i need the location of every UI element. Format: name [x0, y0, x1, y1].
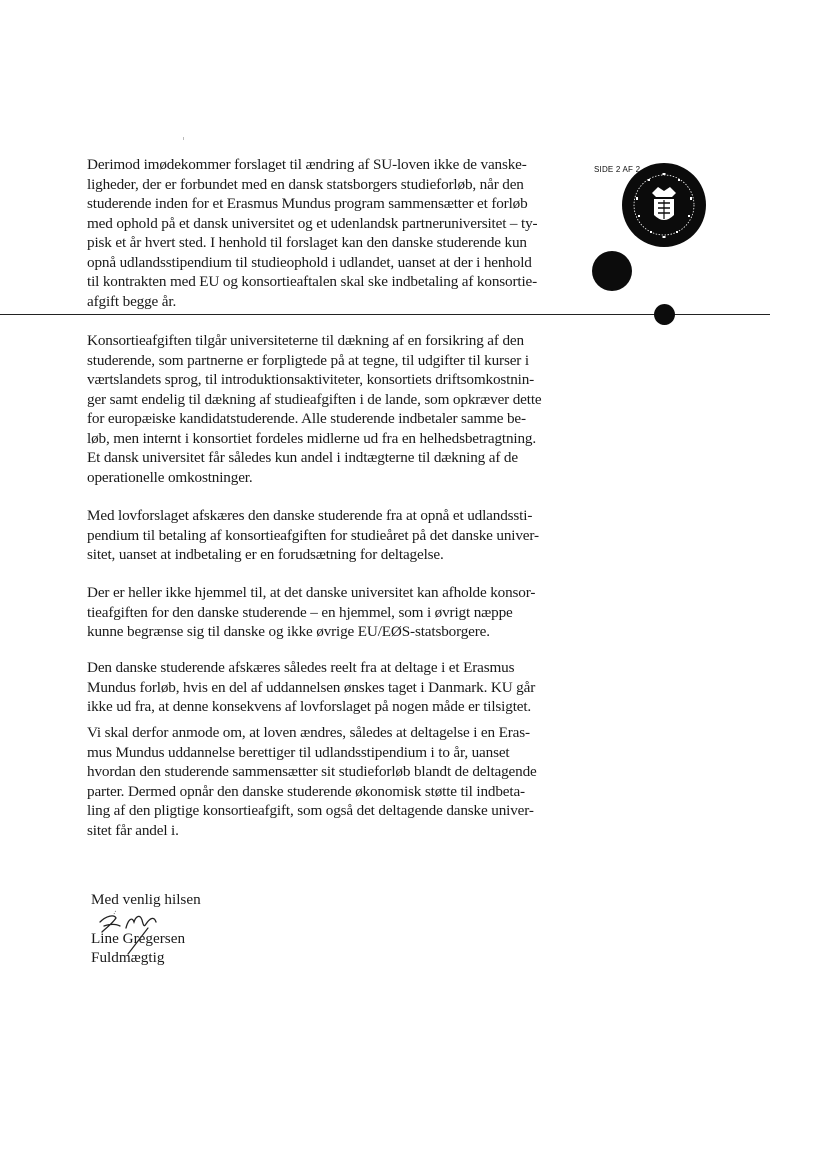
text-line: ling af den pligtige konsortieafgift, som også det deltagende danske univer-	[87, 802, 534, 819]
paragraph-consequence	[87, 658, 535, 717]
text-line: Der er heller ikke hjemmel til, at det danske universitet kan afholde konsor-	[87, 584, 536, 601]
text-line: Et dansk universitet får således kun andel i indtægterne til dækning af de	[87, 449, 518, 466]
text-line: Med lovforslaget afskæres den danske studerende fra at opnå et udlandssti-	[87, 507, 533, 524]
text-line: Konsortieafgiften tilgår universiteterne til dækning af en forsikring af den	[87, 332, 524, 349]
text-line: pisk et år hvert sted. I henhold til forslaget kan den danske studerende kun	[87, 234, 527, 251]
text-line: Derimod imødekommer forslaget til ændring af SU-loven ikke de vanske-	[87, 156, 527, 173]
text-line: afgift begge år.	[87, 292, 177, 310]
text-line: operationelle omkostninger.	[87, 468, 253, 486]
text-line: værtslandets sprog, til introduktionsaktiviteter, konsortiets driftsomkostnin-	[87, 371, 535, 388]
text-line: pendium til betaling af konsortieafgiften for studieåret på det danske univer-	[87, 526, 539, 544]
text-line: Mundus forløb, hvis en del af uddannelsen ønskes taget i Danmark. KU går	[87, 678, 536, 696]
paragraph-no-authority	[87, 583, 535, 642]
text-line: til kontrakten med EU og konsortieaftalen skal ske indbetaling af konsortie-	[87, 273, 538, 290]
paragraph-consortium-fee	[87, 331, 542, 487]
text-line: ikke ud fra, at denne konsekvens af lovforslaget på nogen måde er tilsigtet.	[87, 698, 532, 715]
paragraph-request	[87, 723, 537, 840]
text-line: kunne begrænse sig til danske og ikke øvrige EU/EØS-statsborgere.	[87, 623, 490, 640]
university-seal-icon	[622, 163, 706, 247]
text-line: mus Mundus uddannelse berettiger til udlandsstipendium i to år, uanset	[87, 743, 510, 761]
handwritten-signature-icon	[92, 902, 202, 962]
text-line: med ophold på et dansk universitet og et udenlandsk partneruniversitet – ty-	[87, 214, 538, 232]
text-line: tieafgiften for den danske studerende – en hjemmel, som i øvrigt næppe	[87, 603, 513, 621]
signer-name: Line Gregersen	[91, 930, 186, 947]
signer-title: Fuldmægtig	[91, 949, 165, 966]
page-indicator: SIDE 2 AF 2	[594, 165, 641, 174]
fold-marker-dot	[654, 304, 675, 325]
paragraph-bill-effect	[87, 506, 539, 565]
text-line: studerende, som partnerne er forpligtede på at tegne, til udgifter til kurser i	[87, 351, 529, 369]
text-line: opnå udlandsstipendium til studieophold i udlandet, uanset at der i henhold	[87, 253, 532, 271]
text-line: sitet, uanset at indbetaling er en forudsætning for deltagelse.	[87, 546, 444, 563]
closing-greeting: Med venlig hilsen	[91, 891, 201, 908]
page-marker-dot	[592, 251, 632, 291]
text-line: hvordan den studerende sammensætter sit studieforløb blandt de deltagende	[87, 763, 537, 780]
text-line: for europæiske kandidatstuderende. Alle studerende indbetaler samme be-	[87, 410, 526, 427]
text-line: ger samt endelig til dækning af studieafgiften i de lande, som opkræver dette	[87, 390, 542, 408]
text-line: studerende inden for et Erasmus Mundus program sammensætter et forløb	[87, 195, 528, 212]
scan-mark	[183, 137, 184, 140]
text-line: Vi skal derfor anmode om, at loven ændres, således at deltagelse i en Eras-	[87, 724, 530, 741]
text-line: Den danske studerende afskæres således reelt fra at deltage i et Erasmus	[87, 659, 515, 676]
paragraph-su-law	[87, 155, 537, 311]
text-line: parter. Dermed opnår den danske studerende økonomisk støtte til indbeta-	[87, 782, 525, 800]
text-line: løb, men internt i konsortiet fordeles midlerne ud fra en helhedsbetragtning.	[87, 429, 537, 447]
text-line: sitet får andel i.	[87, 821, 179, 839]
text-line: ligheder, der er forbundet med en dansk statsborgers studieforløb, når den	[87, 175, 524, 193]
